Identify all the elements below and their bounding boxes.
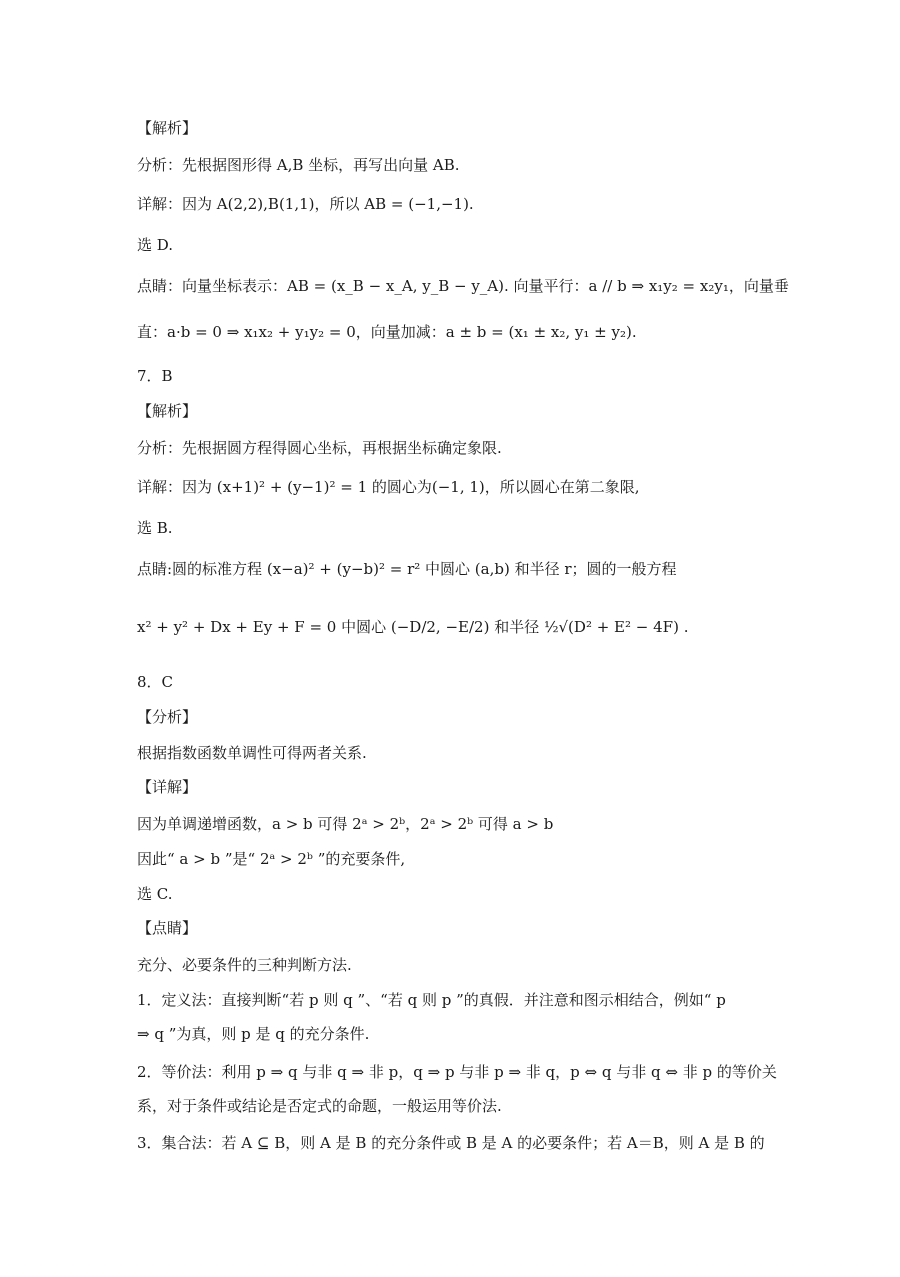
comment-line-1: 点睛:圆的标准方程 (x−a)² + (y−b)² = r² 中圆心 (a,b) 和半径 r；圆的一般方程 — [137, 560, 677, 578]
question-8-answer: 8．C — [137, 673, 174, 691]
comment-line-2: 直：a·b = 0 ⇒ x₁x₂ + y₁y₂ = 0，向量加减：a ± b = (x₁ ± x₂, y₁ ± y₂). — [137, 323, 637, 341]
method-2-line-1: 2．等价法：利用 p ⇒ q 与非 q ⇒ 非 p，q ⇒ p 与非 p ⇒ 非 q，p ⇔ q 与非 q ⇔ 非 p 的等价关 — [137, 1063, 777, 1081]
method-1-line-1: 1．定义法：直接判断“若 p 则 q ”、“若 q 则 p ”的真假．并注意和图示相结合，例如“ p — [137, 991, 726, 1009]
answer-text: 选 C. — [137, 885, 173, 903]
section-jiexi-heading: 【解析】 — [137, 402, 198, 420]
detail-line-2: 因此“ a > b ”是“ 2ᵃ > 2ᵇ ”的充要条件, — [137, 850, 406, 868]
section-xiangjie-heading: 【详解】 — [137, 778, 198, 796]
method-3-line-1: 3．集合法：若 A ⊆ B，则 A 是 B 的充分条件或 B 是 A 的必要条件；若 A＝B，则 A 是 B 的 — [137, 1134, 765, 1152]
section-jiexi-heading: 【解析】 — [137, 119, 198, 137]
comment-line-2: x² + y² + Dx + Ey + F = 0 中圆心 (−D/2, −E/2) 和半径 ½√(D² + E² − 4F) . — [137, 618, 689, 636]
method-1-line-2: ⇒ q ”为真，则 p 是 q 的充分条件. — [137, 1025, 370, 1043]
answer-text: 选 D. — [137, 236, 174, 254]
analysis-text: 分析：先根据图形得 A,B 坐标，再写出向量 AB. — [137, 156, 460, 174]
comment-line-1: 点睛：向量坐标表示：AB = (x_B − x_A, y_B − y_A). 向量平行：a // b ⇒ x₁y₂ = x₂y₁，向量垂 — [137, 277, 789, 295]
section-fenxi-heading: 【分析】 — [137, 708, 198, 726]
analysis-text: 根据指数函数单调性可得两者关系. — [137, 744, 367, 762]
detail-text: 详解：因为 A(2,2),B(1,1)，所以 AB = (−1,−1). — [137, 195, 474, 213]
method-2-line-2: 系，对于条件或结论是否定式的命题，一般运用等价法. — [137, 1097, 502, 1115]
comment-intro: 充分、必要条件的三种判断方法. — [137, 956, 352, 974]
question-7-answer: 7．B — [137, 367, 173, 385]
analysis-text: 分析：先根据圆方程得圆心坐标，再根据坐标确定象限. — [137, 439, 502, 457]
answer-text: 选 B. — [137, 519, 173, 537]
section-dianjing-heading: 【点睛】 — [137, 919, 198, 937]
detail-text: 详解：因为 (x+1)² + (y−1)² = 1 的圆心为(−1, 1)，所以圆心在第二象限, — [137, 478, 640, 496]
detail-line-1: 因为单调递增函数，a > b 可得 2ᵃ > 2ᵇ，2ᵃ > 2ᵇ 可得 a > b — [137, 815, 554, 833]
